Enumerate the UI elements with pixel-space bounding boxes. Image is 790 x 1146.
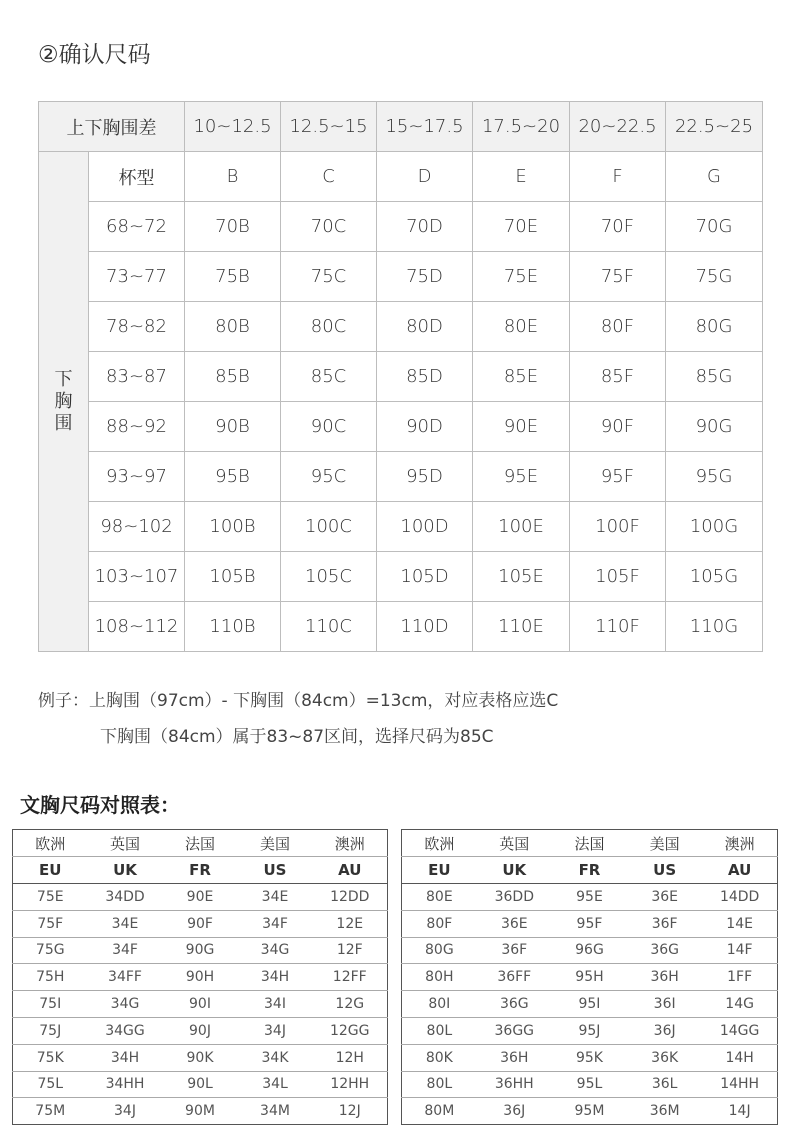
underbust-range: 108~112 (89, 602, 185, 652)
size-cell: 110F (570, 602, 666, 652)
conversion-cell: 14GG (702, 1017, 777, 1044)
conversion-cell: 36GG (477, 1017, 552, 1044)
size-cell: 90C (281, 402, 377, 452)
conversion-cell: 96G (552, 937, 627, 964)
conversion-cell: 36M (649, 1103, 680, 1120)
size-cell: 95C (281, 452, 377, 502)
conversion-row (402, 1071, 778, 1098)
conversion-header-cn: 英国 (477, 830, 552, 857)
conversion-cell: 75K (13, 1044, 88, 1071)
size-cell: 110B (185, 602, 281, 652)
conversion-cell: 90H (163, 964, 238, 991)
conversion-cell: 34F (238, 910, 313, 937)
cup-cell: D (377, 152, 473, 202)
conversion-cell: 36G (477, 991, 552, 1018)
conversion-header-code: US (238, 857, 313, 884)
conversion-cell: 95J (552, 1017, 627, 1044)
conversion-header-code: AU (313, 857, 388, 884)
conversion-cell: 14F (702, 937, 777, 964)
conversion-cell: 12J (338, 1103, 361, 1120)
conversion-row (402, 1017, 778, 1044)
conversion-cell: 75L (13, 1071, 88, 1098)
size-cell: 100D (377, 502, 473, 552)
conversion-cell: 34H (88, 1044, 163, 1071)
size-cell: 75D (377, 252, 473, 302)
conversion-row (402, 1098, 778, 1125)
conversion-cell: 80L (402, 1017, 477, 1044)
conversion-header-cn-row (13, 830, 388, 857)
conversion-row (13, 1017, 388, 1044)
conversion-cell: 80L (402, 1071, 477, 1098)
example-note (38, 683, 558, 755)
size-cell: 105B (185, 552, 281, 602)
conversion-cell: 34H (238, 964, 313, 991)
conversion-cell: 80G (402, 937, 477, 964)
size-cell: 90F (570, 402, 666, 452)
conversion-cell: 34GG (88, 1017, 163, 1044)
conversion-header-cn: 美国 (238, 830, 313, 857)
conversion-cell: 36F (627, 910, 702, 937)
conversion-cell: 95I (552, 991, 627, 1018)
diff-header: 17.5~20 (473, 102, 570, 152)
conversion-cell: 14H (702, 1044, 777, 1071)
conversion-row (402, 910, 778, 937)
conversion-cell: 75G (13, 937, 88, 964)
size-cell: 85G (666, 352, 763, 402)
conversion-cell: 34G (238, 937, 313, 964)
conversion-cell: 90G (163, 937, 238, 964)
conversion-header-code: EU (13, 857, 88, 884)
size-cell: 85F (570, 352, 666, 402)
cup-cell: E (473, 152, 570, 202)
conversion-header-code-row (402, 857, 778, 884)
conversion-cell: 95L (552, 1071, 627, 1098)
conversion-row (13, 964, 388, 991)
conversion-header-cn: 欧洲 (13, 830, 88, 857)
conversion-header-code-row (13, 857, 388, 884)
conversion-cell: 36HH (477, 1071, 552, 1098)
example-line-2: 下胸围（84cm）属于83~87区间，选择尺码为85C (100, 727, 494, 747)
size-row (39, 202, 763, 252)
conversion-header-cn: 法国 (552, 830, 627, 857)
conversion-header-cn: 英国 (88, 830, 163, 857)
conversion-cell: 36H (627, 964, 702, 991)
conversion-cell: 14DD (702, 884, 777, 911)
size-cell: 100F (570, 502, 666, 552)
conversion-cell: 34I (238, 991, 313, 1018)
conversion-header-code: US (627, 857, 702, 884)
diff-header-row (39, 102, 763, 152)
size-cell: 75E (473, 252, 570, 302)
size-cell: 95G (666, 452, 763, 502)
conversion-cell: 90I (163, 991, 238, 1018)
conversion-cell: 36FF (477, 964, 552, 991)
conversion-cell: 90M (185, 1103, 215, 1120)
size-cell: 105C (281, 552, 377, 602)
cup-cell: F (570, 152, 666, 202)
conversion-cell: 12H (313, 1044, 388, 1071)
conversion-cell: 36J (503, 1103, 526, 1120)
conversion-cell: 90J (163, 1017, 238, 1044)
conversion-cell: 36L (627, 1071, 702, 1098)
conversion-cell: 12FF (313, 964, 388, 991)
conversion-cell: 12F (313, 937, 388, 964)
diff-header: 10~12.5 (185, 102, 281, 152)
conversion-table-right (401, 829, 778, 1125)
conversion-cell: 36F (477, 937, 552, 964)
conversion-cell: 36G (627, 937, 702, 964)
size-cell: 75F (570, 252, 666, 302)
conversion-cell: 34K (238, 1044, 313, 1071)
conversion-cell: 95M (574, 1103, 605, 1120)
cup-cell: G (666, 152, 763, 202)
size-cell: 75B (185, 252, 281, 302)
conversion-cell: 80K (402, 1044, 477, 1071)
size-cell: 70G (666, 202, 763, 252)
cup-cell: B (185, 152, 281, 202)
conversion-header-code: FR (552, 857, 627, 884)
conversion-row (13, 910, 388, 937)
conversion-cell: 80I (402, 991, 477, 1018)
size-cell: 105E (473, 552, 570, 602)
conversion-header-cn: 澳洲 (313, 830, 388, 857)
conversion-cell: 90L (163, 1071, 238, 1098)
conversion-cell: 75E (13, 884, 88, 911)
size-row (39, 302, 763, 352)
size-row (39, 352, 763, 402)
conversion-header-code: UK (477, 857, 552, 884)
conversion-cell: 75J (13, 1017, 88, 1044)
conversion-cell: 36K (627, 1044, 702, 1071)
conversion-header-cn-row (402, 830, 778, 857)
conversion-cell: 75H (13, 964, 88, 991)
size-row (39, 252, 763, 302)
conversion-cell: 14J (728, 1103, 751, 1120)
conversion-cell: 75I (13, 991, 88, 1018)
size-cell: 80F (570, 302, 666, 352)
size-cell: 90B (185, 402, 281, 452)
size-cell: 90E (473, 402, 570, 452)
size-row (39, 602, 763, 652)
conversion-cell: 80H (402, 964, 477, 991)
size-cell: 105G (666, 552, 763, 602)
size-cell: 90D (377, 402, 473, 452)
section-title-confirm-size: ②确认尺码 (38, 42, 151, 68)
conversion-cell: 95K (552, 1044, 627, 1071)
example-line-1: 例子：上胸围（97cm）- 下胸围（84cm）=13cm，对应表格应选C (38, 691, 559, 711)
conversion-header-code: FR (163, 857, 238, 884)
conversion-cell: 95F (552, 910, 627, 937)
size-cell: 110D (377, 602, 473, 652)
underbust-range: 98~102 (89, 502, 185, 552)
conversion-header-code: AU (702, 857, 777, 884)
conversion-cell: 12DD (313, 884, 388, 911)
conversion-cell: 12E (313, 910, 388, 937)
size-cell: 90G (666, 402, 763, 452)
conversion-cell: 90K (163, 1044, 238, 1071)
size-table (38, 101, 763, 652)
underbust-range: 93~97 (89, 452, 185, 502)
conversion-cell: 36J (627, 1017, 702, 1044)
size-row (39, 552, 763, 602)
size-cell: 95E (473, 452, 570, 502)
underbust-range: 68~72 (89, 202, 185, 252)
underbust-range: 88~92 (89, 402, 185, 452)
conversion-table-left (12, 829, 388, 1125)
conversion-header-cn: 澳洲 (702, 830, 777, 857)
conversion-cell: 34HH (88, 1071, 163, 1098)
size-row (39, 452, 763, 502)
conversion-row (402, 937, 778, 964)
size-cell: 85C (281, 352, 377, 402)
conversion-cell: 1FF (702, 964, 777, 991)
diff-header: 20~22.5 (570, 102, 666, 152)
conversion-cell: 34J (114, 1103, 136, 1120)
size-cell: 80G (666, 302, 763, 352)
size-row (39, 402, 763, 452)
conversion-cell: 14HH (702, 1071, 777, 1098)
conversion-cell: 34E (238, 884, 313, 911)
size-cell: 110E (473, 602, 570, 652)
conversion-cell: 12GG (313, 1017, 388, 1044)
conversion-cell: 36DD (477, 884, 552, 911)
conversion-header-cn: 欧洲 (402, 830, 477, 857)
conversion-row (13, 1071, 388, 1098)
conversion-cell: 36E (627, 884, 702, 911)
conversion-cell: 80F (402, 910, 477, 937)
size-cell: 70F (570, 202, 666, 252)
conversion-cell: 36H (477, 1044, 552, 1071)
conversion-row (402, 1044, 778, 1071)
size-cell: 100B (185, 502, 281, 552)
size-cell: 85D (377, 352, 473, 402)
size-cell: 75C (281, 252, 377, 302)
side-label-underbust (39, 152, 89, 652)
conversion-row (13, 937, 388, 964)
conversion-cell: 36I (627, 991, 702, 1018)
conversion-row (402, 964, 778, 991)
size-cell: 85B (185, 352, 281, 402)
conversion-cell: 75M (35, 1103, 66, 1120)
conversion-cell: 14E (702, 910, 777, 937)
size-cell: 70C (281, 202, 377, 252)
size-cell: 105D (377, 552, 473, 602)
underbust-range: 78~82 (89, 302, 185, 352)
conversion-row (13, 1044, 388, 1071)
size-cell: 70B (185, 202, 281, 252)
size-cell: 85E (473, 352, 570, 402)
size-cell: 70E (473, 202, 570, 252)
size-cell: 100G (666, 502, 763, 552)
size-cell: 75G (666, 252, 763, 302)
conversion-row (402, 884, 778, 911)
size-cell: 105F (570, 552, 666, 602)
conversion-cell: 36E (477, 910, 552, 937)
conversion-cell: 95E (552, 884, 627, 911)
conversion-cell: 75F (13, 910, 88, 937)
conversion-cell: 34FF (88, 964, 163, 991)
conversion-cell: 14G (702, 991, 777, 1018)
side-label-text: 下胸围 (54, 368, 73, 434)
underbust-range: 103~107 (89, 552, 185, 602)
size-cell: 95B (185, 452, 281, 502)
corner-label: 上下胸围差 (39, 102, 185, 152)
conversion-cell: 34M (260, 1103, 290, 1120)
conversion-cell: 34DD (88, 884, 163, 911)
underbust-range: 83~87 (89, 352, 185, 402)
conversion-header-code: EU (402, 857, 477, 884)
conversion-row (13, 884, 388, 911)
cup-label: 杯型 (89, 152, 185, 202)
diff-header: 15~17.5 (377, 102, 473, 152)
conversion-cell: 90E (163, 884, 238, 911)
conversion-header-cn: 美国 (627, 830, 702, 857)
section-title-conversion: 文胸尺码对照表： (20, 793, 180, 817)
underbust-range: 73~77 (89, 252, 185, 302)
diff-header: 12.5~15 (281, 102, 377, 152)
cup-row (39, 152, 763, 202)
conversion-cell: 34J (238, 1017, 313, 1044)
size-cell: 80D (377, 302, 473, 352)
size-cell: 80B (185, 302, 281, 352)
conversion-cell: 34E (88, 910, 163, 937)
cup-cell: C (281, 152, 377, 202)
conversion-row (13, 1098, 388, 1125)
size-cell: 80C (281, 302, 377, 352)
size-row (39, 502, 763, 552)
size-cell: 110C (281, 602, 377, 652)
conversion-cell: 34F (88, 937, 163, 964)
size-cell: 95F (570, 452, 666, 502)
size-cell: 80E (473, 302, 570, 352)
conversion-row (402, 991, 778, 1018)
conversion-cell: 80M (424, 1103, 455, 1120)
conversion-cell: 95H (552, 964, 627, 991)
diff-header: 22.5~25 (666, 102, 763, 152)
conversion-header-code: UK (88, 857, 163, 884)
conversion-cell: 12HH (313, 1071, 388, 1098)
conversion-header-cn: 法国 (163, 830, 238, 857)
conversion-cell: 80E (402, 884, 477, 911)
conversion-cell: 12G (313, 991, 388, 1018)
size-cell: 100C (281, 502, 377, 552)
conversion-cell: 34L (238, 1071, 313, 1098)
size-cell: 95D (377, 452, 473, 502)
conversion-row (13, 991, 388, 1018)
size-cell: 110G (666, 602, 763, 652)
size-cell: 70D (377, 202, 473, 252)
conversion-cell: 90F (163, 910, 238, 937)
conversion-cell: 34G (88, 991, 163, 1018)
size-cell: 100E (473, 502, 570, 552)
